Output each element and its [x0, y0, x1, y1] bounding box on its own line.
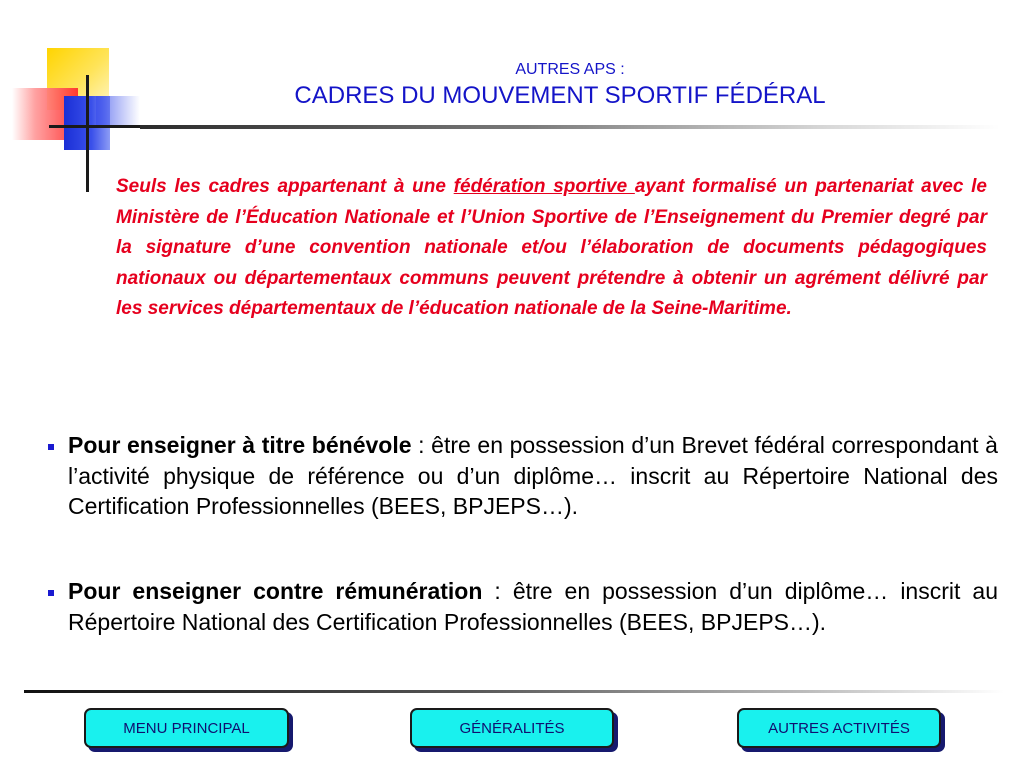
blue-square-fade: [96, 96, 140, 126]
bullet-heading: Pour enseigner à titre bénévole: [68, 432, 412, 458]
intro-text-start: Seuls les cadres appartenant à une: [116, 176, 454, 197]
top-divider: [140, 125, 1000, 129]
page-subtitle: AUTRES APS :: [515, 61, 625, 78]
cross-vertical-line: [86, 75, 89, 192]
federation-sportive-link[interactable]: fédération sportive: [453, 176, 635, 197]
autres-activites-button[interactable]: AUTRES ACTIVITÉS: [737, 708, 941, 748]
menu-principal-button[interactable]: MENU PRINCIPAL: [84, 708, 289, 748]
intro-text-end: ayant formalisé un partenariat avec le Ministère de l’Éducation Nationale et l’Union Sportive de l’Enseignement du Premier degré par la signature d’une convention nationale et/ou l’élaboration de documents pédagogiques nationaux ou départementaux communs peuvent prétendre à obtenir un agrément délivré par les services départementaux de l’éducation nationale de la Seine-Maritime.: [116, 176, 987, 319]
intro-paragraph: [116, 172, 987, 325]
bottom-divider: [24, 690, 1004, 693]
bullet-square-icon: [48, 590, 54, 596]
decorative-logo: [0, 0, 150, 200]
bullet-text: : être en possession d’un diplôme… inscrit au Répertoire National des Certification Professionnelles (BEES, BPJEPS…).: [68, 578, 998, 635]
bullet-square-icon: [48, 444, 54, 450]
bullet-item-remuneration: [68, 576, 998, 637]
bullet-text: : être en possession d’un Brevet fédéral correspondant à l’activité physique de référence ou d’un diplôme… inscrit au Répertoire National des Certification Professionnelles (BEES, BPJEPS…).: [68, 432, 998, 519]
generalites-button[interactable]: GÉNÉRALITÉS: [410, 708, 614, 748]
bullet-item-benevole: [68, 430, 998, 522]
page-title: CADRES DU MOUVEMENT SPORTIF FÉDÉRAL: [294, 82, 826, 109]
bullet-heading: Pour enseigner contre rémunération: [68, 578, 483, 604]
